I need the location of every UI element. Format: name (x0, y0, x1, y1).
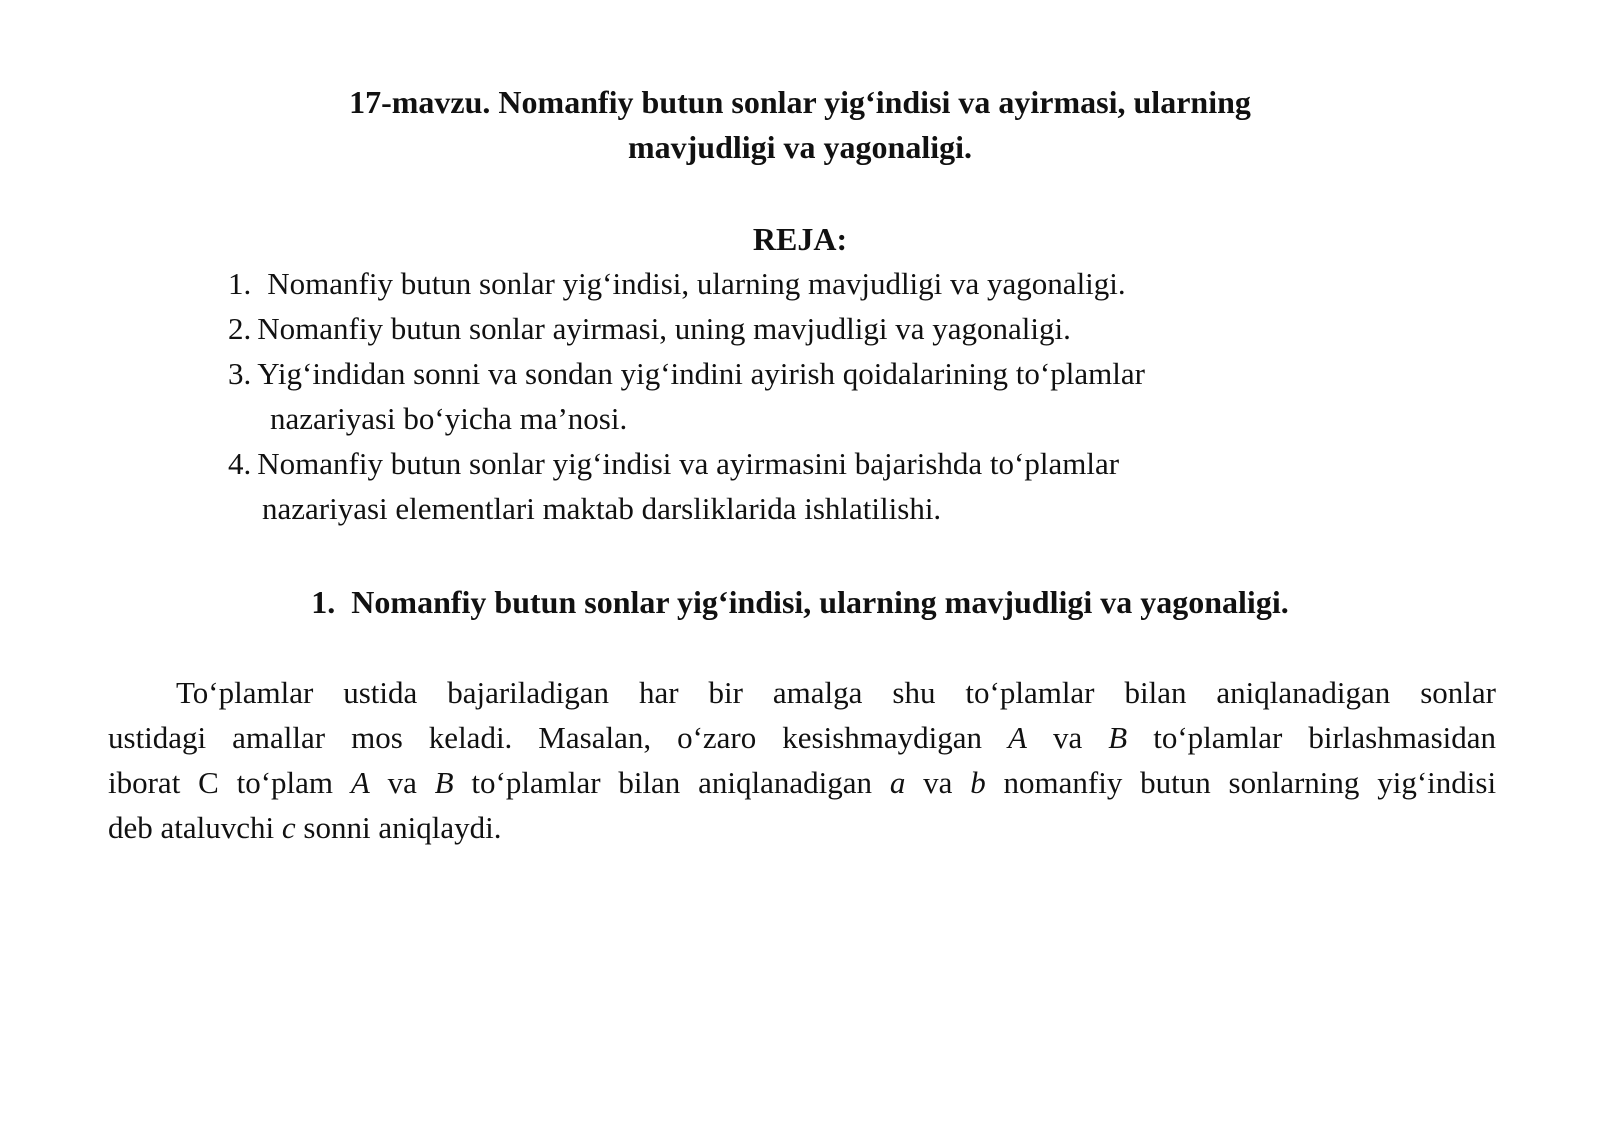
title-line-1: 17-mavzu. Nomanfiy butun sonlar yig‘indisi va ayirmasi, ularning (349, 84, 1251, 120)
paragraph-line-2 (108, 715, 1496, 760)
paragraph-text: to‘plamlar bilan aniqlanadigan (471, 765, 872, 800)
plan-item-number: 4. (228, 446, 252, 481)
number-symbol-a: a (889, 765, 906, 800)
plan-item-1 (228, 261, 1328, 306)
section-heading (0, 580, 1600, 625)
plan-heading: REJA: (752, 221, 848, 257)
plan-item-4 (228, 441, 1328, 531)
paragraph-text: ustidagi amallar mos keladi. Masalan, o‘zaro kesishmaydigan (108, 720, 983, 755)
paragraph-text: iborat C to‘plam (108, 765, 334, 800)
plan-item-3 (228, 351, 1328, 441)
paragraph-text: nomanfiy butun sonlarning yig‘indisi (1003, 765, 1497, 800)
set-symbol-A: A (350, 765, 370, 800)
plan-item-2 (228, 306, 1328, 351)
page-title (0, 80, 1600, 170)
set-symbol-B: B (434, 765, 454, 800)
paragraph-line-1: To‘plamlar ustida bajariladigan har bir amalga shu to‘plamlar bilan aniqlanadigan sonlar (176, 675, 1496, 710)
plan-item-text: Yig‘indidan sonni va sondan yig‘indini ayirish qoidalarining to‘plamlar (257, 356, 1145, 391)
set-symbol-A: A (1008, 720, 1027, 755)
number-symbol-b: b (970, 765, 986, 800)
plan-list (228, 261, 1328, 531)
title-line-2: mavjudligi va yagonaligi. (627, 129, 973, 165)
plan-item-text: Nomanfiy butun sonlar ayirmasi, uning mavjudligi va yagonaligi. (257, 311, 1071, 346)
paragraph-text: va (387, 765, 417, 800)
paragraph-text: sonni aniqlaydi. (303, 810, 502, 845)
number-symbol-c: c (281, 810, 296, 845)
paragraph-text: va (923, 765, 953, 800)
plan-item-continuation: nazariyasi bo‘yicha ma’nosi. (270, 401, 628, 436)
plan-item-number: 1. (228, 266, 252, 301)
plan-item-text: Nomanfiy butun sonlar yig‘indisi va ayirmasini bajarishda to‘plamlar (257, 446, 1120, 481)
plan-item-number: 2. (228, 311, 252, 346)
plan-item-text: Nomanfiy butun sonlar yig‘indisi, ularning mavjudligi va yagonaligi. (267, 266, 1126, 301)
paragraph-line-4 (108, 805, 1496, 850)
paragraph-text: va (1052, 720, 1083, 755)
paragraph-text: deb ataluvchi (108, 810, 275, 845)
body-paragraph (108, 670, 1496, 850)
section-heading-text: Nomanfiy butun sonlar yig‘indisi, ularning mavjudligi va yagonaligi. (351, 584, 1289, 620)
plan-item-continuation: nazariyasi elementlari maktab darsliklarida ishlatilishi. (262, 491, 942, 526)
section-number: 1. (311, 584, 336, 620)
plan-item-number: 3. (228, 356, 252, 391)
paragraph-line-3 (108, 760, 1496, 805)
set-symbol-B: B (1108, 720, 1128, 755)
paragraph-text: to‘plamlar birlashmasidan (1153, 720, 1497, 755)
